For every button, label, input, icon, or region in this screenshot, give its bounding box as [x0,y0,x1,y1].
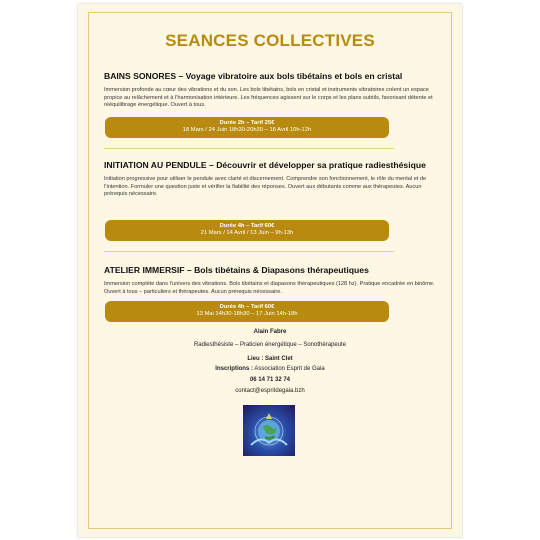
session-info-pill [105,220,389,241]
practitioner-role: Radiesthésiste – Praticien énergétique – Sonothérapeute [193,342,347,348]
page-title: SEANCES COLLECTIVES [165,31,375,50]
logo-graphic [243,405,295,456]
phone-number: 06 14 71 32 74 [249,377,291,383]
pill-price: Durée 4h – Tarif 60€ [219,223,275,229]
pill-dates: 13 Mai 14h30-18h30 – 17 Juin 14h-18h [196,311,298,318]
divider [104,251,394,252]
location-value: Saint Clet [265,356,293,362]
location-label: Lieu : [247,356,264,362]
divider [104,148,394,149]
section-heading: INITIATION AU PENDULE – Découvrir et développer sa pratique radiesthésique [104,160,426,170]
pill-dates: 18 Mars / 24 Juin 18h30-20h30 – 18 Avril 10h-12h [182,127,312,134]
pill-dates: 21 Mars / 14 Avril / 13 Juin – 9h-13h [200,230,294,237]
practitioner-name: Alain Fabre [253,329,287,335]
pill-price: Durée 4h – Tarif 60€ [219,304,275,310]
session-info-pill [105,301,389,322]
registration-label: Inscriptions : [215,366,253,372]
section-text: Immersion profonde au cœur des vibrations et du son. Les bols tibétains, bols en cristal et instruments vibratoires créent un espace propice au relâchement et à l’harmonisation intérieure. Les fréquences agissent sur le corps et les plans subtils, favorisant détente et rééquilibrage énergétique. Ouvert à tous. [104,87,433,109]
email-link[interactable]: contact@espritdegaia.bzh [235,388,305,394]
section-bains-sonores [104,71,436,110]
section-heading: BAINS SONORES – Voyage vibratoire aux bols tibétains et bols en cristal [104,71,403,81]
registration-line [78,366,462,372]
session-info-pill [105,117,389,138]
section-heading: ATELIER IMMERSIF – Bols tibétains & Diapasons thérapeutiques [104,265,369,275]
pill-price: Durée 2h – Tarif 25€ [219,120,275,126]
earth-in-hands-logo-icon [243,405,295,456]
section-atelier-immersif [104,265,436,296]
location-line [78,356,462,362]
registration-value: Association Esprit de Gaia [254,366,325,372]
section-text: Initiation progressive pour utiliser le pendule avec clarté et discernement. Comprendre son fonctionnement, le rôle du mental et de l’intention. Formuler une question juste et vérifier la fiabilité des réponses. Ouvert aux débutants comme aux thérapeutes. Aucun prérequis nécessaire. [104,176,427,198]
section-pendule [104,160,436,199]
flyer-page [78,4,462,537]
section-text: Immersion complète dans l’univers des vibrations. Bols tibétains et diapasons thérapeutiques (128 hz). Pratique encadrée en binôme. Ouvert à tous – particuliers et thérapeutes. Aucun prérequis nécessaire. [104,281,435,295]
